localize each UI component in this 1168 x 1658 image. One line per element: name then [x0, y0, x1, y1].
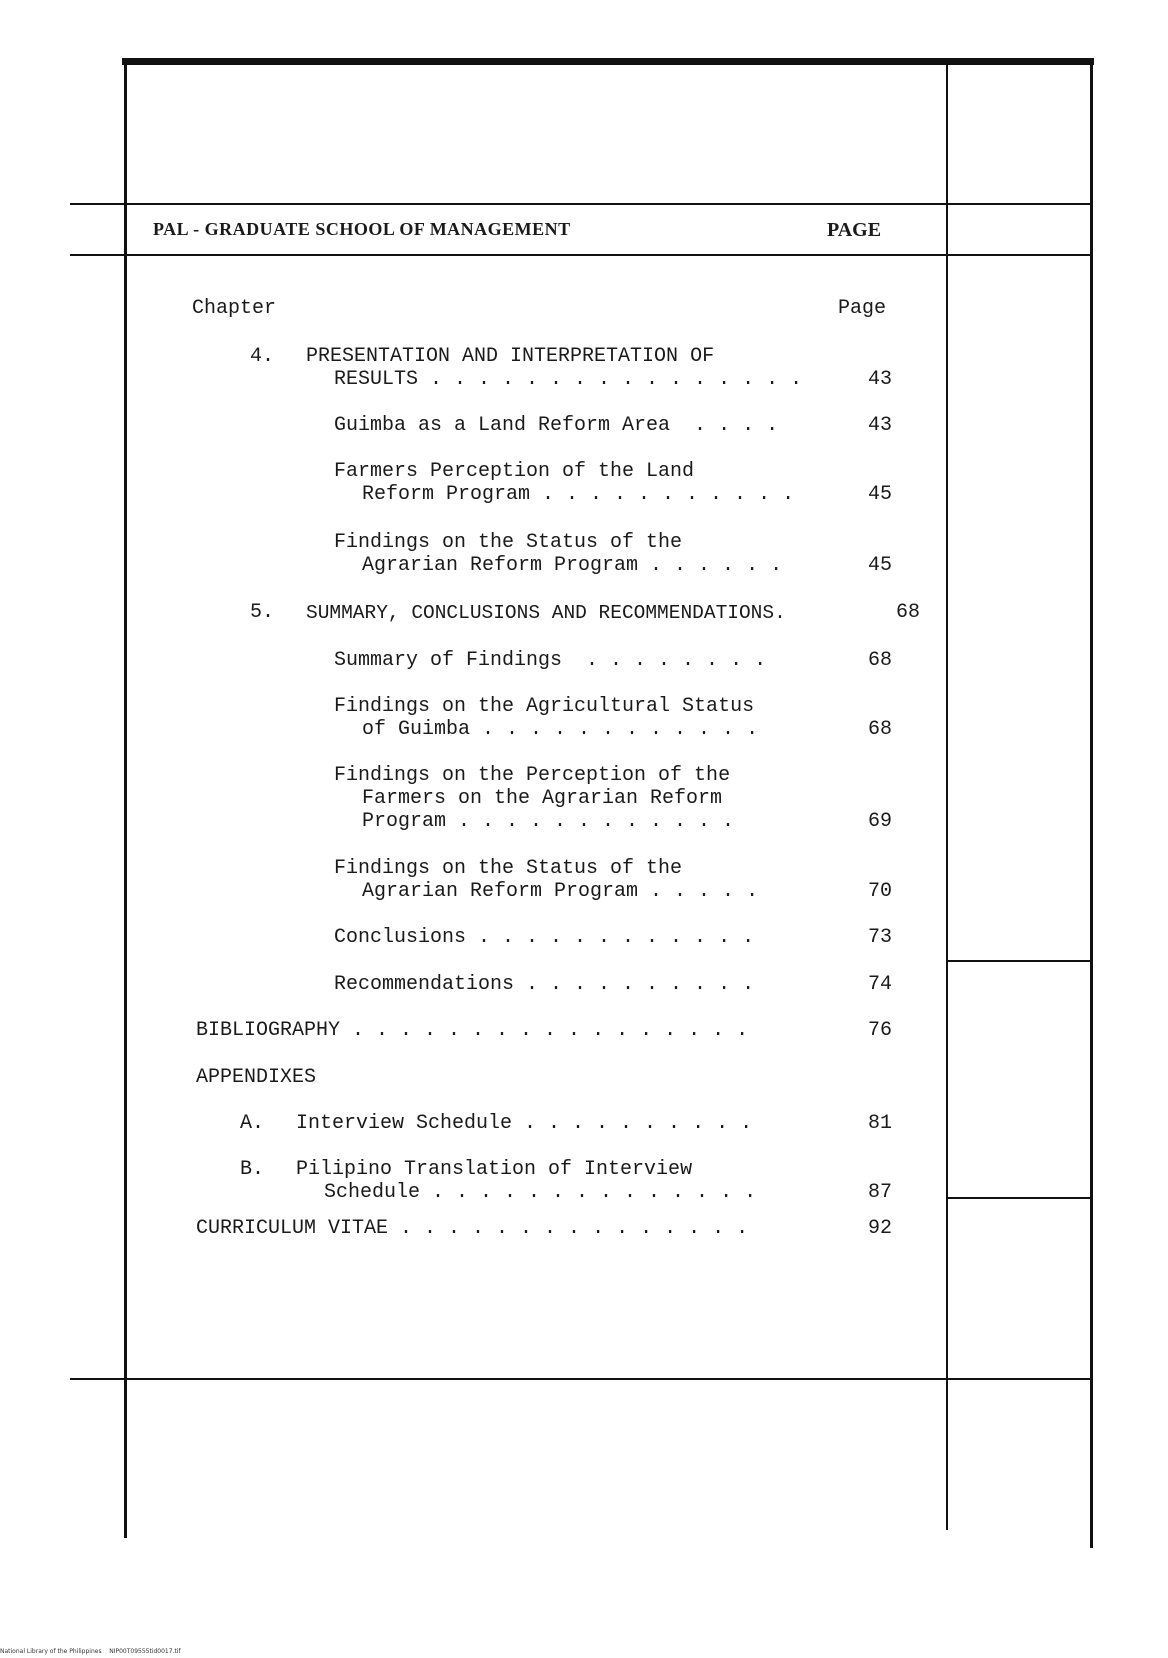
scan-footer: National Library of the Philippines NIP00T09555tid0017.tif [0, 1648, 181, 1655]
appendix-a-page: 81 [868, 1112, 893, 1135]
ch5-sub4-line1: Findings on the Status of the [334, 857, 683, 880]
ch5-sub3-line2: Farmers on the Agrarian Reform [362, 787, 723, 810]
ch5-sub2-line2: of Guimba . . . . . . . . . . . . [362, 718, 759, 741]
ch5-sub2-line1: Findings on the Agricultural Status [334, 695, 755, 718]
page-column-label: Page [838, 297, 887, 320]
inner-right-vertical-rule [946, 65, 948, 1530]
right-margin-rule-1 [948, 960, 1090, 962]
appendix-a-letter: A. [240, 1112, 265, 1135]
outer-right-vertical-rule [1090, 58, 1093, 1548]
chapter-5-number: 5. [250, 601, 275, 624]
curriculum-vitae-entry: CURRICULUM VITAE . . . . . . . . . . . . . . . [196, 1217, 749, 1240]
appendix-b-page: 87 [868, 1181, 893, 1204]
chapter-column-label: Chapter [192, 297, 277, 320]
appendix-a-line1: Interview Schedule . . . . . . . . . . [296, 1112, 753, 1135]
appendix-b-line1: Pilipino Translation of Interview [296, 1158, 693, 1181]
ch5-sub5-page: 73 [868, 926, 893, 949]
chapter-4-number: 4. [250, 345, 275, 368]
ch5-sub5-line1: Conclusions . . . . . . . . . . . . [334, 926, 755, 949]
header-top-rule [70, 203, 1090, 205]
ch4-sub1-line1: Guimba as a Land Reform Area . . . . [334, 414, 779, 437]
ch5-sub6-line1: Recommendations . . . . . . . . . . [334, 973, 755, 996]
ch5-sub2-page: 68 [868, 718, 893, 741]
appendixes-heading: APPENDIXES [196, 1066, 317, 1089]
chapter-4-page: 43 [868, 368, 893, 391]
ch4-sub3-line1: Findings on the Status of the [334, 531, 683, 554]
ch4-sub3-page: 45 [868, 554, 893, 577]
ch4-sub2-page: 45 [868, 483, 893, 506]
chapter-4-title-line1: PRESENTATION AND INTERPRETATION OF [306, 345, 715, 368]
ch5-sub3-line1: Findings on the Perception of the [334, 764, 731, 787]
chapter-5-title: SUMMARY, CONCLUSIONS AND RECOMMENDATIONS. [306, 602, 786, 624]
ch5-sub1-page: 68 [868, 649, 893, 672]
ch5-sub3-line3: Program . . . . . . . . . . . . [362, 810, 735, 833]
ch4-sub2-line2: Reform Program . . . . . . . . . . . [362, 483, 795, 506]
bibliography-entry: BIBLIOGRAPHY . . . . . . . . . . . . . . . . . [196, 1019, 749, 1042]
institution-header: PAL - GRADUATE SCHOOL OF MANAGEMENT [153, 219, 571, 239]
chapter-4-title-line2: RESULTS . . . . . . . . . . . . . . . . [334, 368, 803, 391]
appendix-b-letter: B. [240, 1158, 265, 1181]
header-bottom-rule [70, 254, 1090, 256]
curriculum-vitae-page: 92 [868, 1217, 893, 1240]
ch5-sub4-page: 70 [868, 880, 893, 903]
appendix-b-line2: Schedule . . . . . . . . . . . . . . [324, 1181, 757, 1204]
ch5-sub3-page: 69 [868, 810, 893, 833]
top-thick-rule [122, 58, 1094, 65]
right-margin-rule-2 [948, 1197, 1090, 1199]
ch5-sub4-line2: Agrarian Reform Program . . . . . [362, 880, 759, 903]
ch4-sub2-line1: Farmers Perception of the Land [334, 460, 695, 483]
ch4-sub3-line2: Agrarian Reform Program . . . . . . [362, 554, 783, 577]
left-vertical-rule [124, 58, 127, 1538]
bottom-rule [70, 1378, 1090, 1380]
ch5-sub1-line1: Summary of Findings . . . . . . . . [334, 649, 767, 672]
chapter-5-page: 68 [896, 601, 921, 624]
ch5-sub6-page: 74 [868, 973, 893, 996]
ch4-sub1-page: 43 [868, 414, 893, 437]
page-label-header: PAGE [827, 219, 882, 241]
bibliography-page: 76 [868, 1019, 893, 1042]
